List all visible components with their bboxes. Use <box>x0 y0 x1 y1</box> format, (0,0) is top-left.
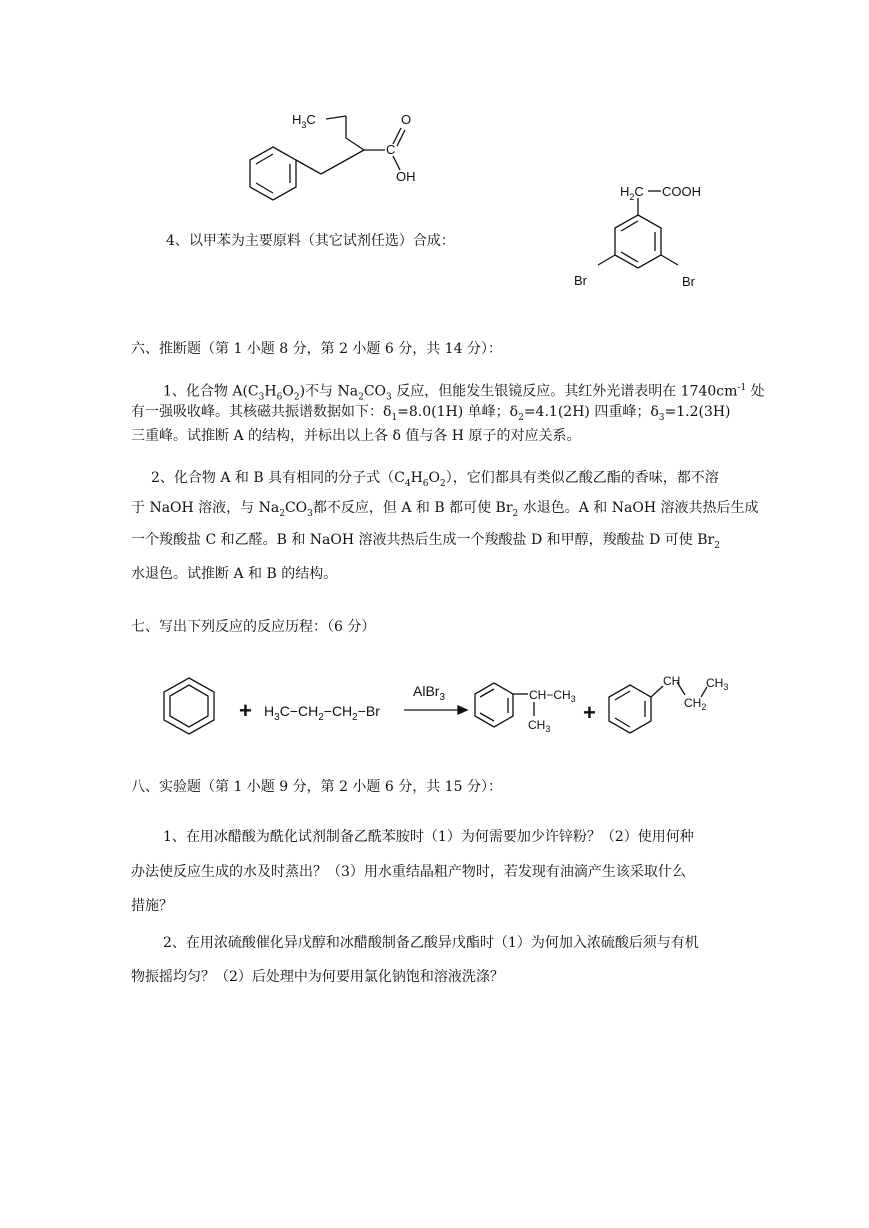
section-8-q1-line2: 办法使反应生成的水及时蒸出？（3）用水重结晶粗产物时，若发现有油滴产生该采取什么 <box>131 864 686 880</box>
structure-dibromophenylacetic-acid <box>568 178 718 293</box>
structure-benzylbutanoic-acid <box>230 100 440 215</box>
section-6-q2-line2: 于 NaOH 溶液，与 $Na_2CO_3$都不反应，但 A 和 B 都可使 $Br_2$ 水退色。A 和 NaOH 溶液共热后生成 <box>131 500 759 519</box>
catalyst-label: AlBr$_3$ <box>413 683 446 703</box>
propyl-ch-label: CH <box>663 674 681 688</box>
section-7-title: 七、写出下列反应的反应历程：（6 分） <box>131 619 376 635</box>
h3c-label: $H_3C$ <box>292 112 316 130</box>
propyl-ch2-label: $CH_2$ <box>684 696 707 712</box>
reaction-scheme <box>155 668 745 748</box>
hydroxyl-label: OH <box>396 169 416 184</box>
benzene-ring <box>164 678 214 734</box>
section-8-q1-line3: 措施？ <box>131 898 173 914</box>
bromine-label-right: Br <box>682 274 695 289</box>
carbon-label: C <box>386 142 396 157</box>
plus-sign-2: + <box>583 700 596 725</box>
propyl-bromide: $H_3C-CH_2-CH_2-Br$ <box>264 703 380 723</box>
section-8-q2-line1: 2、在用浓硫酸催化异戊醇和冰醋酸制备乙酸异戊酯时（1）为何加入浓硫酸后须与有机 <box>163 935 699 951</box>
isopropyl-ch-label: $CH-CH_3$ <box>529 688 576 704</box>
plus-sign: + <box>239 698 252 723</box>
section-6-q1-line1: 1、化合物 $A(C_3H_6O_2)$不与 $Na_2CO_3$ 反应，但能发生银镜反应。其红外光谱表明在 $1740cm^{-1}$ 处 <box>163 383 765 403</box>
h2c-label: $H_2C$ <box>620 184 644 202</box>
bromine-label-left: Br <box>574 273 587 288</box>
section-6-q1-line2: 有一强吸收峰。其核磁共振谱数据如下：$\delta_1=8.0(1H)$ 单峰；$\delta_2=4.1(2H)$ 四重峰；$\delta_3=1.2(3H)$ <box>131 404 731 423</box>
isopropyl-ch3-label: $CH_3$ <box>528 718 551 734</box>
section-6-title: 六、推断题（第 1 小题 8 分，第 2 小题 6 分，共 14 分）： <box>131 341 502 357</box>
benzene-ring <box>615 215 661 268</box>
section-8-title: 八、实验题（第 1 小题 9 分，第 2 小题 6 分，共 15 分）： <box>131 779 502 795</box>
oxygen-label: O <box>401 112 412 127</box>
section-8-q2-line2: 物振摇均匀？（2）后处理中为何要用氯化钠饱和溶液洗涤？ <box>131 969 504 985</box>
section-6-q2-line4: 水退色。试推断 A 和 B 的结构。 <box>131 566 338 582</box>
section-6-q1-line3: 三重峰。试推断 A 的结构，并标出以上各 δ 值与各 H 原子的对应关系。 <box>131 428 581 444</box>
benzene-ring <box>250 147 296 200</box>
section-8-q1-line1: 1、在用冰醋酸为酰化试剂制备乙酰苯胺时（1）为何需要加少许锌粉？（2）使用何种 <box>163 829 694 845</box>
section-6-q2-line3: 一个羧酸盐 C 和乙醛。B 和 NaOH 溶液共热后生成一个羧酸盐 D 和甲醇，羧酸盐 D 可使 $Br_2$ <box>131 532 720 551</box>
cooh-label: COOH <box>662 184 701 199</box>
section-6-q2-line1: 2、化合物 A 和 B 具有相同的分子式$(C_4H_6O_2)$，它们都具有类似乙酸乙酯的香味，都不溶 <box>151 470 719 489</box>
question-4: 4、以甲苯为主要原料（其它试剂任选）合成： <box>166 233 455 249</box>
propyl-ch3-label: $CH_3$ <box>706 676 729 692</box>
